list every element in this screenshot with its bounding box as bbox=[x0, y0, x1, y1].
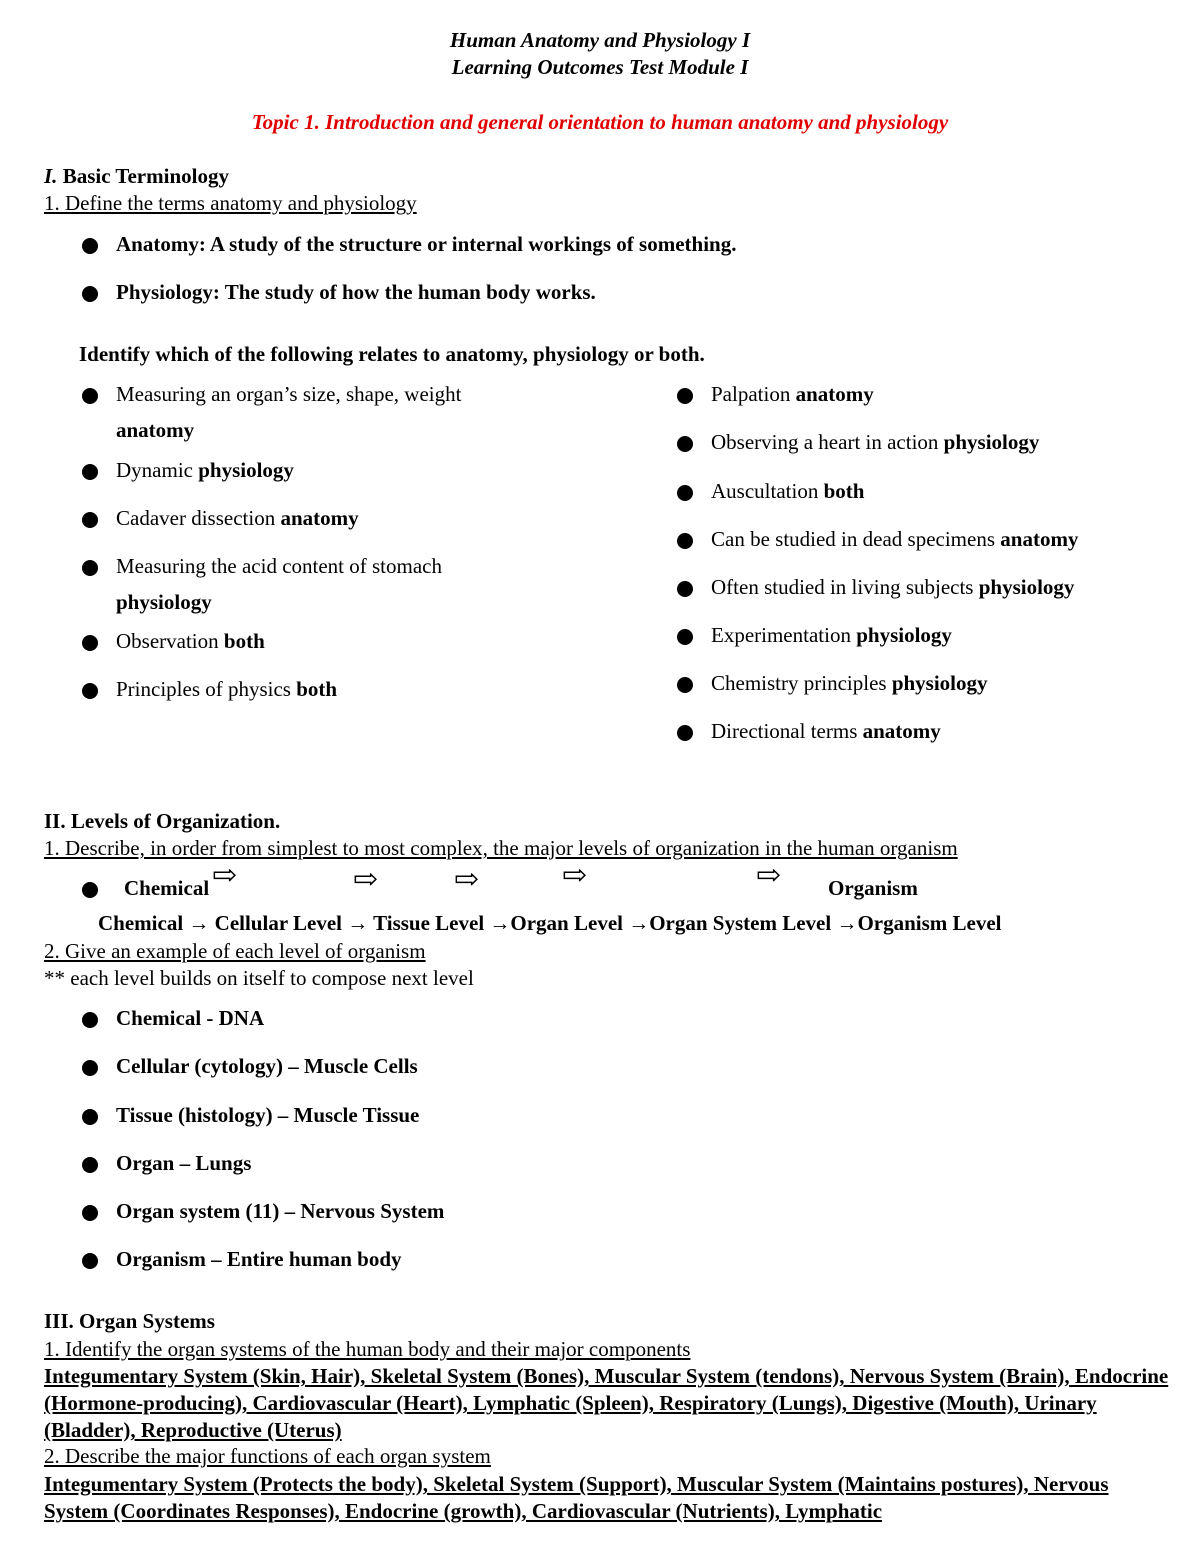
item-text: Can be studied in dead specimens bbox=[711, 527, 1001, 551]
bullet-icon bbox=[82, 1109, 98, 1125]
item-answer: physiology bbox=[198, 458, 294, 482]
item-answer: anatomy bbox=[1000, 527, 1079, 551]
bullet-icon bbox=[677, 533, 693, 549]
list-item bbox=[82, 458, 294, 483]
right-arrow-icon: ⇨ bbox=[756, 859, 782, 892]
bullet-icon bbox=[677, 677, 693, 693]
definition-anatomy bbox=[82, 232, 736, 257]
item-text: Experimentation bbox=[711, 623, 857, 647]
item-answer: both bbox=[296, 677, 338, 701]
list-item bbox=[677, 479, 864, 504]
section-heading-text: Basic Terminology bbox=[57, 164, 229, 188]
bullet-icon bbox=[82, 1060, 98, 1076]
item-text: Measuring the acid content of stomach bbox=[116, 554, 442, 578]
item-answer: anatomy bbox=[116, 418, 195, 442]
arrow-end-label: Organism bbox=[828, 876, 918, 900]
list-item bbox=[82, 382, 461, 448]
bullet-icon bbox=[677, 388, 693, 404]
question-describe-functions: 2. Describe the major functions of each organ system bbox=[44, 1444, 491, 1468]
arrow-start-label: Chemical bbox=[124, 876, 210, 900]
arrow-diagram-start bbox=[82, 876, 209, 901]
question-define-terms: 1. Define the terms anatomy and physiology bbox=[44, 191, 417, 215]
example-text: Chemical - DNA bbox=[116, 1006, 265, 1030]
item-answer: anatomy bbox=[280, 506, 359, 530]
item-text: Measuring an organ’s size, shape, weight bbox=[116, 382, 462, 406]
item-answer: physiology bbox=[116, 590, 212, 614]
bullet-icon bbox=[677, 629, 693, 645]
item-answer: physiology bbox=[891, 671, 988, 695]
section-numeral: I. bbox=[44, 164, 58, 188]
example-text: Organ system (11) – Nervous System bbox=[116, 1199, 445, 1223]
list-item bbox=[677, 382, 874, 407]
question-identify-systems: 1. Identify the organ systems of the human body and their major components bbox=[44, 1337, 691, 1361]
item-answer: physiology bbox=[978, 575, 1075, 599]
right-arrow-icon: ⇨ bbox=[353, 863, 379, 896]
item-answer: anatomy bbox=[795, 382, 874, 406]
bullet-icon bbox=[82, 635, 98, 651]
bullet-icon bbox=[82, 238, 98, 254]
list-item bbox=[82, 1199, 444, 1224]
right-arrow-icon: ⇨ bbox=[454, 863, 480, 896]
bullet-icon bbox=[677, 581, 693, 597]
bullet-icon bbox=[82, 388, 98, 404]
bullet-icon bbox=[82, 1157, 98, 1173]
bullet-icon bbox=[82, 1012, 98, 1028]
item-text: Chemistry principles bbox=[711, 671, 892, 695]
bullet-icon bbox=[82, 560, 98, 576]
document-title: Human Anatomy and Physiology I bbox=[449, 28, 751, 52]
definition-physiology bbox=[82, 280, 596, 305]
right-arrow-icon: ⇨ bbox=[212, 859, 238, 892]
list-item bbox=[82, 1054, 418, 1079]
item-text: Observing a heart in action bbox=[711, 430, 944, 454]
list-item bbox=[82, 554, 442, 620]
example-text: Organ – Lungs bbox=[116, 1151, 252, 1175]
item-text: Often studied in living subjects bbox=[711, 575, 979, 599]
bullet-icon bbox=[82, 286, 98, 302]
list-item bbox=[82, 1006, 264, 1031]
example-text: Organism – Entire human body bbox=[116, 1247, 402, 1271]
bullet-icon bbox=[82, 1253, 98, 1269]
right-arrow-icon: ⇨ bbox=[562, 859, 588, 892]
definition-text: Anatomy: A study of the structure or internal workings of something. bbox=[116, 232, 737, 256]
note-text: ** each level builds on itself to compose next level bbox=[44, 966, 474, 990]
item-answer: physiology bbox=[943, 430, 1040, 454]
section-heading-organ-systems: III. Organ Systems bbox=[44, 1309, 215, 1333]
question-give-example: 2. Give an example of each level of organism bbox=[44, 939, 426, 963]
levels-sequence: Chemical → Cellular Level → Tissue Level →Organ Level →Organ System Level →Organism Level bbox=[98, 911, 1002, 935]
bullet-icon bbox=[82, 512, 98, 528]
list-item bbox=[82, 1151, 251, 1176]
list-item bbox=[677, 430, 1039, 455]
bullet-icon bbox=[677, 436, 693, 452]
bullet-icon bbox=[82, 683, 98, 699]
list-item bbox=[677, 623, 952, 648]
item-answer: both bbox=[823, 479, 865, 503]
item-text: Dynamic bbox=[116, 458, 199, 482]
item-answer: both bbox=[223, 629, 265, 653]
topic-heading: Topic 1. Introduction and general orientation to human anatomy and physiology bbox=[251, 110, 949, 134]
list-item bbox=[82, 629, 265, 654]
item-text: Palpation bbox=[711, 382, 796, 406]
answer-organ-systems: Integumentary System (Skin, Hair), Skeletal System (Bones), Muscular System (tendons), Nervous System (Brain), Endocrine (Hormone-producing), Cardiovascular (Heart), Lymphatic (Spleen), Respiratory (Lungs), Digestive (Mouth), Urinary (Bladder), Reproductive (Uterus) bbox=[44, 1364, 1169, 1442]
list-item bbox=[677, 575, 1074, 600]
list-item bbox=[82, 1103, 419, 1128]
bullet-icon bbox=[677, 725, 693, 741]
bullet-icon bbox=[82, 464, 98, 480]
item-answer: physiology bbox=[856, 623, 952, 647]
list-item bbox=[82, 1247, 402, 1272]
document-subtitle: Learning Outcomes Test Module I bbox=[451, 55, 749, 79]
bullet-icon bbox=[82, 882, 98, 898]
item-text: Directional terms bbox=[711, 719, 863, 743]
section-heading-levels: II. Levels of Organization. bbox=[44, 809, 281, 833]
definition-text: Physiology: The study of how the human body works. bbox=[116, 280, 596, 304]
list-item bbox=[82, 506, 359, 531]
list-item bbox=[677, 719, 941, 744]
example-text: Cellular (cytology) – Muscle Cells bbox=[116, 1054, 418, 1078]
item-answer: anatomy bbox=[862, 719, 941, 743]
answer-functions: Integumentary System (Protects the body), Skeletal System (Support), Muscular System (Maintains postures), Nervous System (Coordinates Responses), Endocrine (growth), Cardiovascular (Nutrients), Lymphatic bbox=[44, 1472, 1109, 1523]
bullet-icon bbox=[82, 1205, 98, 1221]
item-text: Principles of physics bbox=[116, 677, 297, 701]
example-text: Tissue (histology) – Muscle Tissue bbox=[116, 1103, 420, 1127]
bullet-icon bbox=[677, 485, 693, 501]
question-describe-levels: 1. Describe, in order from simplest to most complex, the major levels of organization in the human organism bbox=[44, 836, 958, 860]
item-text: Cadaver dissection bbox=[116, 506, 281, 530]
item-text: Observation bbox=[116, 629, 224, 653]
list-item bbox=[677, 527, 1078, 552]
list-item bbox=[677, 671, 988, 696]
list-item bbox=[82, 677, 337, 702]
identify-prompt: Identify which of the following relates to anatomy, physiology or both. bbox=[79, 342, 705, 366]
item-text: Auscultation bbox=[711, 479, 824, 503]
section-heading-basic-terminology bbox=[44, 164, 229, 189]
